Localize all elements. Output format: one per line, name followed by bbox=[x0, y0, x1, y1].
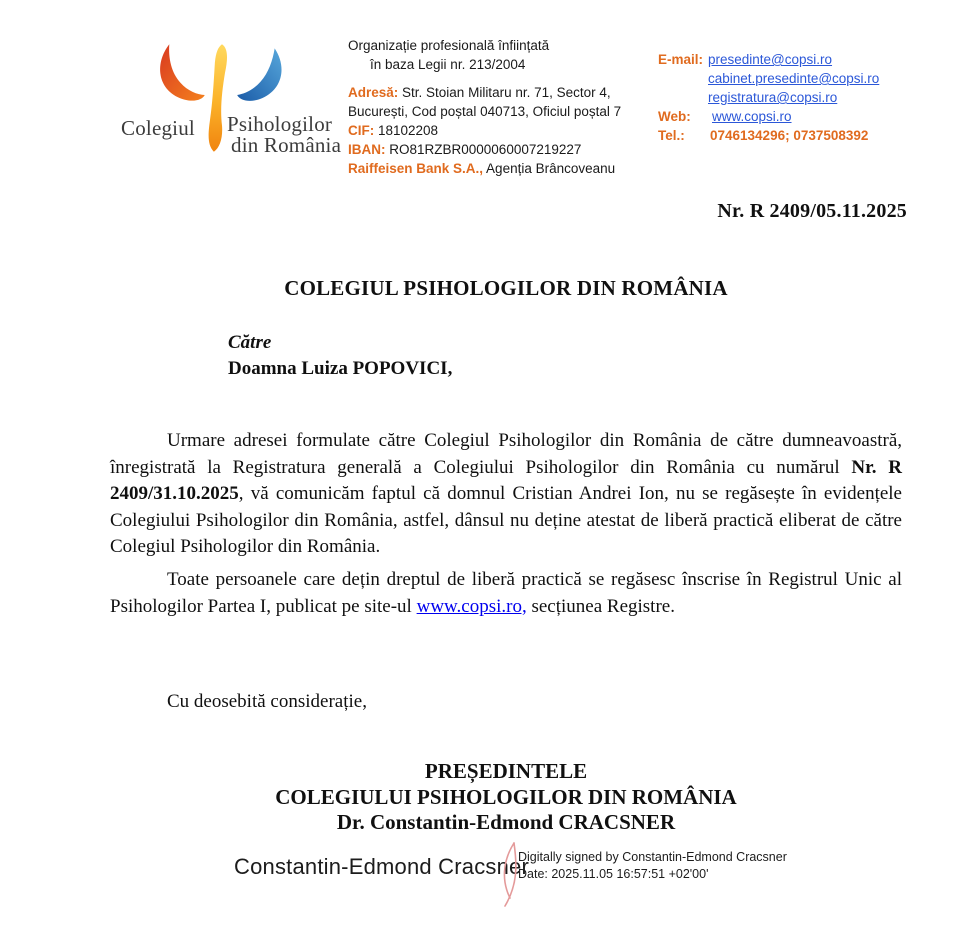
addressee-block bbox=[228, 330, 452, 382]
email-link-registratura[interactable]: registratura@copsi.ro bbox=[708, 90, 838, 105]
paragraph1-text-start: Urmare adresei formulate către Colegiul Psihologilor din România de către dumneavoastră, înregistrată la Registratura generală a Colegiului Psihologilor din România cu numărul bbox=[110, 430, 902, 478]
digital-signature-widget[interactable] bbox=[234, 840, 794, 910]
contact-info bbox=[658, 50, 968, 145]
closing-salutation: Cu deosebită considerație, bbox=[167, 691, 367, 712]
digitally-signed-by-line: Digitally signed by Constantin-Edmond Cracsner bbox=[518, 850, 787, 864]
logo-text-colegiul: Colegiul bbox=[121, 116, 195, 140]
bank-label: Raiffeisen Bank S.A., bbox=[348, 161, 484, 176]
president-signature-block bbox=[110, 759, 902, 836]
body-paragraph-2 bbox=[110, 567, 902, 620]
digital-signature-details bbox=[518, 849, 787, 882]
salutation: Către bbox=[228, 332, 272, 353]
president-name: Dr. Constantin-Edmond CRACSNER bbox=[336, 810, 676, 834]
body-paragraph-1 bbox=[110, 428, 902, 561]
email-row bbox=[658, 50, 968, 107]
iban-label: IBAN: bbox=[348, 142, 386, 157]
website-link[interactable]: www.copsi.ro bbox=[712, 109, 792, 124]
copsi-website-link[interactable]: www.copsi.ro, bbox=[416, 595, 527, 617]
logo-text-din-romania: din România bbox=[231, 133, 342, 157]
paragraph1-reference-bold: Nr. R 2409/31.10.2025 bbox=[110, 456, 902, 504]
paragraph1-text-end: , vă comunicăm faptul că domnul Cristian Andrei Ion, nu se regăsește în evidențele Colegiului Psihologilor din România, astfel, dânsul nu deține atestat de liberă practică eliberat de către Colegiul Psihologilor din România. bbox=[110, 483, 902, 557]
web-row bbox=[658, 107, 968, 126]
paragraph2-text-end: secțiunea Registre. bbox=[526, 595, 675, 617]
address-label: Adresă: bbox=[348, 85, 399, 100]
digital-signature-name: Constantin-Edmond Cracsner bbox=[234, 854, 530, 879]
email-link-cabinet-presedinte[interactable]: cabinet.presedinte@copsi.ro bbox=[708, 71, 880, 86]
document-title: COLEGIUL PSIHOLOGILOR DIN ROMÂNIA bbox=[284, 276, 728, 300]
cif-value: 18102208 bbox=[374, 123, 439, 138]
registration-number: Nr. R 2409/05.11.2025 bbox=[717, 200, 907, 222]
signature-date-line: Date: 2025.11.05 16:57:51 +02'00' bbox=[518, 866, 709, 881]
address-value: Str. Stoian Militaru nr. 71, Sector 4, București, Cod poștal 040713, Oficiul poștal 7 bbox=[348, 85, 622, 119]
addressee-name: Doamna Luiza POPOVICI, bbox=[228, 358, 453, 379]
tel-label: Tel.: bbox=[658, 128, 685, 143]
bank-line bbox=[348, 159, 650, 178]
organization-info bbox=[348, 36, 650, 178]
logo-text-psihologilor: Psihologilor bbox=[227, 112, 333, 136]
email-label: E-mail: bbox=[658, 52, 704, 67]
address-line bbox=[348, 83, 650, 121]
president-organization: COLEGIULUI PSIHOLOGILOR DIN ROMÂNIA bbox=[275, 784, 737, 809]
founding-line-2: în baza Legii nr. 213/2004 bbox=[370, 57, 526, 72]
bank-value: Agenția Brâncoveanu bbox=[483, 161, 616, 176]
organization-logo bbox=[121, 40, 351, 162]
tel-numbers: 0746134296; 0737508392 bbox=[710, 128, 869, 143]
cif-label: CIF: bbox=[348, 123, 375, 138]
tel-row bbox=[658, 126, 968, 145]
paragraph2-text-start: Toate persoanele care dețin dreptul de liberă practică se regăsesc înscrise în Registrul Unic al Psihologilor Partea I, publicat pe site-ul bbox=[110, 569, 902, 617]
founding-line-1: Organizație profesională înființată bbox=[348, 38, 550, 53]
iban-line bbox=[348, 140, 650, 159]
president-title: PREȘEDINTELE bbox=[424, 759, 588, 783]
iban-value: RO81RZBR0000060007219227 bbox=[385, 142, 582, 157]
cif-line bbox=[348, 121, 650, 140]
web-label: Web: bbox=[658, 109, 691, 124]
email-link-presedinte[interactable]: presedinte@copsi.ro bbox=[708, 52, 833, 67]
